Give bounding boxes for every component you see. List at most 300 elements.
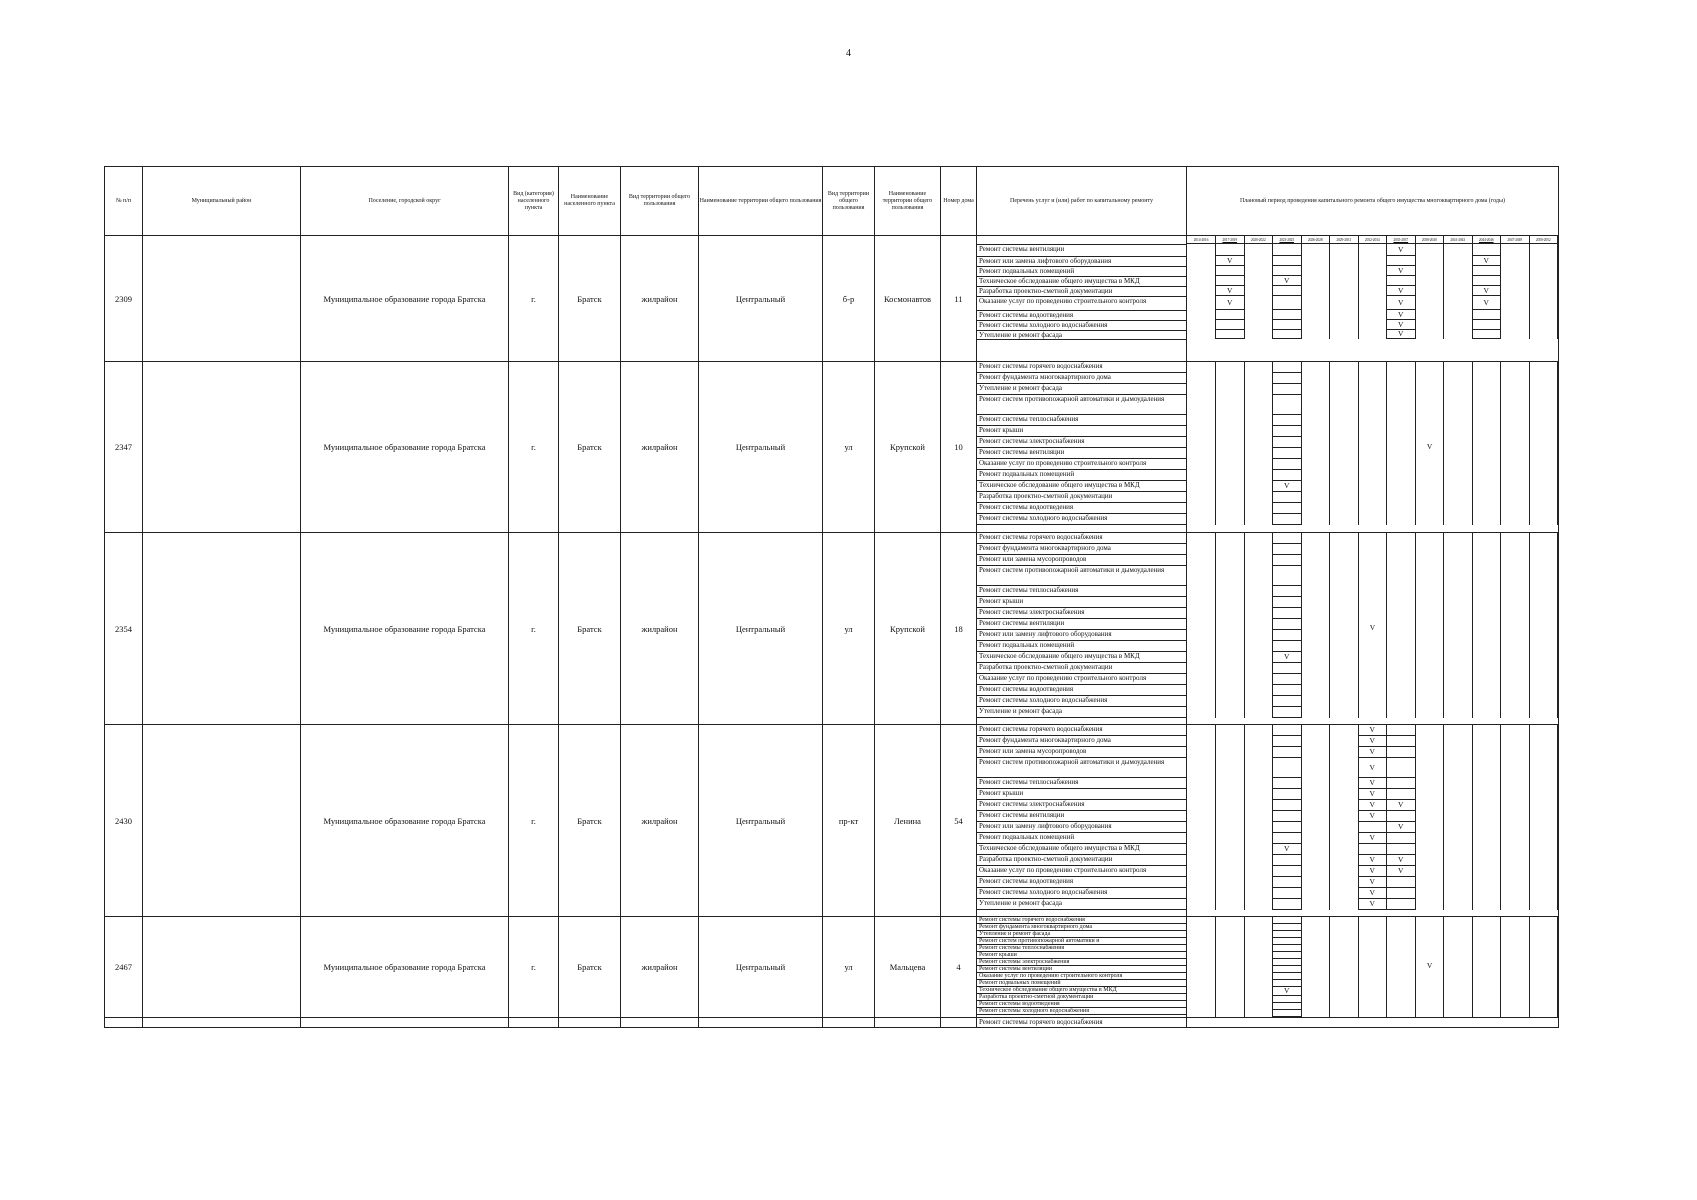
schedule-row [1187, 448, 1558, 459]
schedule-slot [1330, 707, 1359, 718]
col-header-schedule: Плановый период проведения капитального ремонта общего имущества многоквартирного дома (годы) [1187, 167, 1559, 236]
schedule-slot [1501, 310, 1530, 320]
schedule-slot [1244, 415, 1273, 426]
schedule-slot [1273, 996, 1302, 1003]
schedule-slot [1330, 437, 1359, 448]
schedule-slot [1415, 945, 1444, 952]
schedule-slot [1501, 384, 1530, 395]
schedule-slot [1244, 459, 1273, 470]
work-name: Разработка проектно-сметной документации [977, 287, 1186, 297]
work-name: Техническое обследование общего имущества в МКД [977, 987, 1186, 994]
schedule-slot [1501, 1003, 1530, 1010]
schedule-slot [1216, 758, 1245, 778]
schedule-slot [1273, 778, 1302, 789]
schedule-slot [1529, 778, 1558, 789]
schedule-slot [1358, 685, 1387, 696]
schedule-slot [1444, 987, 1473, 996]
schedule-slot [1358, 707, 1387, 718]
schedule-slot [1529, 1003, 1558, 1010]
v-mark: V [1398, 822, 1404, 831]
work-name: Ремонт фундамента многоквартирного дома [977, 736, 1186, 747]
work-item [977, 952, 1186, 959]
schedule-slot [1216, 544, 1245, 555]
work-item [977, 685, 1186, 696]
schedule-slot [1529, 384, 1558, 395]
schedule-slot [1273, 641, 1302, 652]
district-cell [143, 917, 301, 1018]
schedule-slot [1415, 608, 1444, 619]
work-item [977, 597, 1186, 608]
schedule-slot [1387, 296, 1416, 310]
locality-type-cell: г. [509, 533, 559, 725]
schedule-slot [1330, 286, 1359, 296]
schedule-slot [1187, 320, 1216, 330]
schedule-slot [1358, 833, 1387, 844]
schedule-slot [1273, 608, 1302, 619]
schedule-slot [1216, 959, 1245, 966]
schedule-slot [1216, 778, 1245, 789]
work-name: Ремонт системы холодного водоснабжения [977, 321, 1186, 331]
schedule-slot [1501, 877, 1530, 888]
schedule-slot [1472, 492, 1501, 503]
schedule-slot [1415, 866, 1444, 877]
schedule-slot [1358, 544, 1387, 555]
schedule-slot [1472, 966, 1501, 973]
work-name: Ремонт или замену лифтового оборудования [977, 822, 1186, 833]
schedule-slot [1216, 888, 1245, 899]
v-mark: V [1483, 285, 1489, 295]
schedule-slot [1187, 980, 1216, 987]
schedule-slot [1387, 866, 1416, 877]
schedule-slot [1358, 987, 1387, 996]
works-cell [977, 533, 1187, 725]
col-header-num: № п/п [105, 167, 143, 236]
schedule-slot [1273, 707, 1302, 718]
schedule-slot [1529, 758, 1558, 778]
work-name: Разработка проектно-сметной документации [977, 855, 1186, 866]
schedule-slot [1501, 276, 1530, 286]
schedule-slot [1273, 685, 1302, 696]
street-type-cell: ул [823, 362, 875, 533]
schedule-slot [1358, 952, 1387, 959]
v-mark: V [1284, 844, 1290, 853]
schedule-slot [1216, 448, 1245, 459]
work-item [977, 833, 1186, 844]
schedule-slot [1187, 966, 1216, 973]
schedule-slot [1216, 286, 1245, 296]
empty-cell [823, 1018, 875, 1028]
schedule-slot [1387, 641, 1416, 652]
schedule-slot [1387, 811, 1416, 822]
schedule-slot [1444, 811, 1473, 822]
schedule-slot [1187, 437, 1216, 448]
schedule-slot [1472, 514, 1501, 525]
schedule-slot [1358, 641, 1387, 652]
work-name: Ремонт системы вентиляции [977, 448, 1186, 459]
schedule-slot [1501, 966, 1530, 973]
schedule-slot [1301, 630, 1330, 641]
schedule-slot [1216, 844, 1245, 855]
schedule-slot [1472, 448, 1501, 459]
schedule-slot [1444, 663, 1473, 674]
schedule-slot [1216, 244, 1245, 256]
schedule-slot [1387, 566, 1416, 586]
schedule-slot [1301, 663, 1330, 674]
schedule-slot [1301, 822, 1330, 833]
schedule-slot [1444, 789, 1473, 800]
schedule-slot [1472, 674, 1501, 685]
period-label: 2038-2040 [1415, 236, 1444, 244]
v-mark: V [1398, 297, 1404, 307]
schedule-slot [1444, 276, 1473, 286]
schedule-slot [1415, 481, 1444, 492]
schedule-slot [1187, 778, 1216, 789]
schedule-slot [1187, 373, 1216, 384]
schedule-slot [1415, 952, 1444, 959]
schedule-slot [1216, 899, 1245, 910]
schedule-slot [1387, 1010, 1416, 1017]
schedule-slot [1387, 1003, 1416, 1010]
works-cell [977, 236, 1187, 362]
work-item [977, 696, 1186, 707]
schedule-slot [1216, 566, 1245, 586]
work-item [977, 994, 1186, 1001]
empty-cell [875, 1018, 941, 1028]
schedule-slot [1330, 877, 1359, 888]
schedule-slot [1501, 544, 1530, 555]
schedule-slot [1387, 707, 1416, 718]
work-name: Ремонт крыши [977, 952, 1186, 959]
schedule-row [1187, 789, 1558, 800]
schedule-slot [1358, 415, 1387, 426]
schedule-slot [1415, 533, 1444, 544]
schedule-slot [1187, 362, 1216, 373]
schedule-slot [1273, 296, 1302, 310]
schedule-slot [1187, 395, 1216, 415]
col-header-district: Муниципальный район [143, 167, 301, 236]
schedule-slot [1472, 630, 1501, 641]
schedule-slot [1216, 641, 1245, 652]
work-item [977, 811, 1186, 822]
schedule-slot [1529, 725, 1558, 736]
schedule-slot [1444, 492, 1473, 503]
schedule-cell [1187, 917, 1559, 1018]
work-item [977, 619, 1186, 630]
schedule-slot [1387, 888, 1416, 899]
schedule-slot [1216, 945, 1245, 952]
work-item [977, 448, 1186, 459]
v-mark: V [1369, 747, 1375, 756]
period-label: 2035-2037 [1387, 236, 1416, 244]
schedule-row [1187, 1010, 1558, 1017]
schedule-slot [1415, 899, 1444, 910]
schedule-slot [1330, 566, 1359, 586]
v-mark: V [1398, 319, 1404, 329]
schedule-slot [1529, 362, 1558, 373]
schedule-slot [1415, 789, 1444, 800]
schedule-slot [1529, 415, 1558, 426]
schedule-slot [1358, 747, 1387, 758]
schedule-slot [1244, 555, 1273, 566]
period-label: 2050-2052 [1529, 236, 1558, 244]
schedule-slot [1187, 758, 1216, 778]
schedule-slot [1244, 952, 1273, 959]
work-name: Ремонт системы вентиляции [977, 619, 1186, 630]
schedule-slot [1501, 415, 1530, 426]
schedule-row [1187, 758, 1558, 778]
schedule-slot [1529, 987, 1558, 996]
schedule-slot [1358, 320, 1387, 330]
schedule-slot [1187, 492, 1216, 503]
schedule-slot [1330, 959, 1359, 966]
schedule-slot [1216, 833, 1245, 844]
works-cell [977, 362, 1187, 533]
schedule-slot [1216, 800, 1245, 811]
schedule-row [1187, 652, 1558, 663]
schedule-slot [1330, 266, 1359, 276]
schedule-slot [1216, 555, 1245, 566]
territory-type-cell: жилрайон [621, 362, 699, 533]
schedule-slot [1529, 608, 1558, 619]
col-header-street-type: Вид территории общего пользования [823, 167, 875, 236]
schedule-slot [1244, 758, 1273, 778]
schedule-slot [1330, 800, 1359, 811]
schedule-slot [1415, 736, 1444, 747]
v-mark: V [1369, 725, 1375, 734]
schedule-slot [1301, 619, 1330, 630]
schedule-slot [1444, 899, 1473, 910]
schedule-slot [1187, 899, 1216, 910]
work-item [977, 384, 1186, 395]
schedule-slot [1301, 959, 1330, 966]
work-item [977, 287, 1186, 297]
schedule-slot [1472, 608, 1501, 619]
schedule-slot [1501, 811, 1530, 822]
work-item [977, 630, 1186, 641]
schedule-slot [1529, 544, 1558, 555]
schedule-slot [1273, 844, 1302, 855]
schedule-slot [1244, 966, 1273, 973]
schedule-row [1187, 707, 1558, 718]
schedule-slot [1444, 652, 1473, 663]
schedule-slot [1501, 736, 1530, 747]
schedule-slot [1187, 330, 1216, 339]
schedule-slot [1472, 924, 1501, 931]
v-mark: V [1369, 833, 1375, 842]
schedule-slot [1387, 426, 1416, 437]
schedule-slot [1301, 952, 1330, 959]
schedule-slot [1301, 586, 1330, 597]
schedule-slot [1187, 987, 1216, 996]
work-item [977, 426, 1186, 437]
territory-name-cell: Центральный [699, 533, 823, 725]
work-item [977, 725, 1186, 736]
schedule-row [1187, 973, 1558, 980]
schedule-slot [1301, 844, 1330, 855]
schedule-slot [1444, 736, 1473, 747]
schedule-slot [1301, 685, 1330, 696]
schedule-slot [1387, 514, 1416, 525]
schedule-slot [1273, 597, 1302, 608]
schedule-slot [1501, 707, 1530, 718]
schedule-slot [1187, 296, 1216, 310]
schedule-slot [1415, 685, 1444, 696]
schedule-slot [1501, 296, 1530, 310]
schedule-slot [1244, 663, 1273, 674]
schedule-slot [1501, 608, 1530, 619]
work-name: Ремонт системы теплоснабжения [977, 778, 1186, 789]
schedule-row [1187, 608, 1558, 619]
schedule-slot [1415, 778, 1444, 789]
schedule-slot [1501, 844, 1530, 855]
schedule-slot [1444, 778, 1473, 789]
work-item [977, 938, 1186, 945]
schedule-slot [1415, 696, 1444, 707]
schedule-slot [1330, 966, 1359, 973]
schedule-slot [1187, 685, 1216, 696]
schedule-slot [1387, 276, 1416, 286]
schedule-slot [1387, 533, 1416, 544]
schedule-slot [1472, 330, 1501, 339]
schedule-slot [1472, 747, 1501, 758]
settlement-cell: Муниципальное образование города Братска [301, 362, 509, 533]
header-row [105, 167, 1559, 236]
capital-repair-table [104, 166, 1559, 1028]
work-name: Ремонт систем противопожарной автоматики и дымоудаления [977, 566, 1186, 586]
schedule-slot [1330, 899, 1359, 910]
schedule-slot [1330, 320, 1359, 330]
schedule-slot [1273, 310, 1302, 320]
schedule-slot [1244, 987, 1273, 996]
work-item [977, 459, 1186, 470]
schedule-slot [1273, 674, 1302, 685]
schedule-slot [1216, 630, 1245, 641]
schedule-slot [1444, 395, 1473, 415]
schedule-slot [1501, 855, 1530, 866]
schedule-slot [1415, 492, 1444, 503]
schedule-slot [1330, 996, 1359, 1003]
schedule-slot [1529, 395, 1558, 415]
schedule-row [1187, 855, 1558, 866]
schedule-slot [1358, 608, 1387, 619]
schedule-slot [1387, 608, 1416, 619]
work-name: Ремонт системы теплоснабжения [977, 945, 1186, 952]
schedule-slot [1529, 503, 1558, 514]
schedule-slot [1415, 833, 1444, 844]
schedule-slot [1444, 641, 1473, 652]
schedule-slot [1472, 931, 1501, 938]
schedule-slot [1358, 533, 1387, 544]
schedule-slot [1358, 459, 1387, 470]
schedule-slot [1330, 652, 1359, 663]
schedule-slot [1444, 448, 1473, 459]
schedule-slot [1273, 959, 1302, 966]
schedule-grid [1187, 725, 1558, 910]
schedule-slot [1301, 492, 1330, 503]
schedule-slot [1301, 1010, 1330, 1017]
schedule-slot [1358, 481, 1387, 492]
schedule-slot [1301, 330, 1330, 339]
schedule-slot [1501, 597, 1530, 608]
schedule-slot [1273, 514, 1302, 525]
schedule-slot [1244, 395, 1273, 415]
schedule-slot [1216, 459, 1245, 470]
schedule-slot [1444, 973, 1473, 980]
schedule-row [1187, 945, 1558, 952]
schedule-slot [1216, 608, 1245, 619]
schedule-slot [1501, 973, 1530, 980]
schedule-slot [1216, 619, 1245, 630]
work-name: Ремонт системы горячего водоснабжения [977, 533, 1186, 544]
schedule-row [1187, 674, 1558, 685]
schedule-slot [1529, 492, 1558, 503]
schedule-slot [1415, 555, 1444, 566]
schedule-slot [1187, 1010, 1216, 1017]
schedule-slot [1330, 608, 1359, 619]
schedule-slot [1330, 384, 1359, 395]
schedule-slot [1415, 822, 1444, 833]
schedule-slot [1216, 266, 1245, 276]
work-item [977, 674, 1186, 685]
work-name: Ремонт крыши [977, 597, 1186, 608]
schedule-slot [1301, 778, 1330, 789]
schedule-slot [1387, 256, 1416, 266]
schedule-slot [1216, 586, 1245, 597]
schedule-slot [1472, 789, 1501, 800]
schedule-slot [1273, 855, 1302, 866]
work-item [977, 747, 1186, 758]
schedule-slot [1358, 931, 1387, 938]
schedule-slot [1330, 362, 1359, 373]
schedule-slot [1415, 630, 1444, 641]
schedule-slot [1358, 296, 1387, 310]
schedule-slot [1273, 437, 1302, 448]
schedule-row [1187, 437, 1558, 448]
schedule-slot [1444, 822, 1473, 833]
schedule-slot [1187, 256, 1216, 266]
work-name: Ремонт системы водоотведения [977, 877, 1186, 888]
schedule-slot [1358, 800, 1387, 811]
schedule-row [1187, 736, 1558, 747]
schedule-slot [1444, 555, 1473, 566]
schedule-slot [1330, 855, 1359, 866]
schedule-slot [1301, 266, 1330, 276]
schedule-slot [1415, 811, 1444, 822]
v-mark: V [1369, 800, 1375, 809]
street-name-cell: Крупской [875, 362, 941, 533]
schedule-slot [1415, 266, 1444, 276]
schedule-slot [1415, 1010, 1444, 1017]
schedule-slot [1358, 586, 1387, 597]
schedule-row [1187, 696, 1558, 707]
street-name-cell: Мальцева [875, 917, 941, 1018]
schedule-slot [1216, 811, 1245, 822]
house-number-cell: 18 [941, 533, 977, 725]
locality-name-cell: Братск [559, 362, 621, 533]
schedule-slot [1387, 725, 1416, 736]
schedule-slot [1187, 866, 1216, 877]
schedule-row [1187, 296, 1558, 310]
schedule-slot [1244, 822, 1273, 833]
row-number: 2309 [105, 236, 143, 362]
schedule-slot [1216, 320, 1245, 330]
schedule-slot [1529, 555, 1558, 566]
schedule-slot [1244, 811, 1273, 822]
schedule-slot [1244, 266, 1273, 276]
v-mark: V [1369, 789, 1375, 798]
schedule-slot [1330, 924, 1359, 931]
territory-type-cell: жилрайон [621, 917, 699, 1018]
